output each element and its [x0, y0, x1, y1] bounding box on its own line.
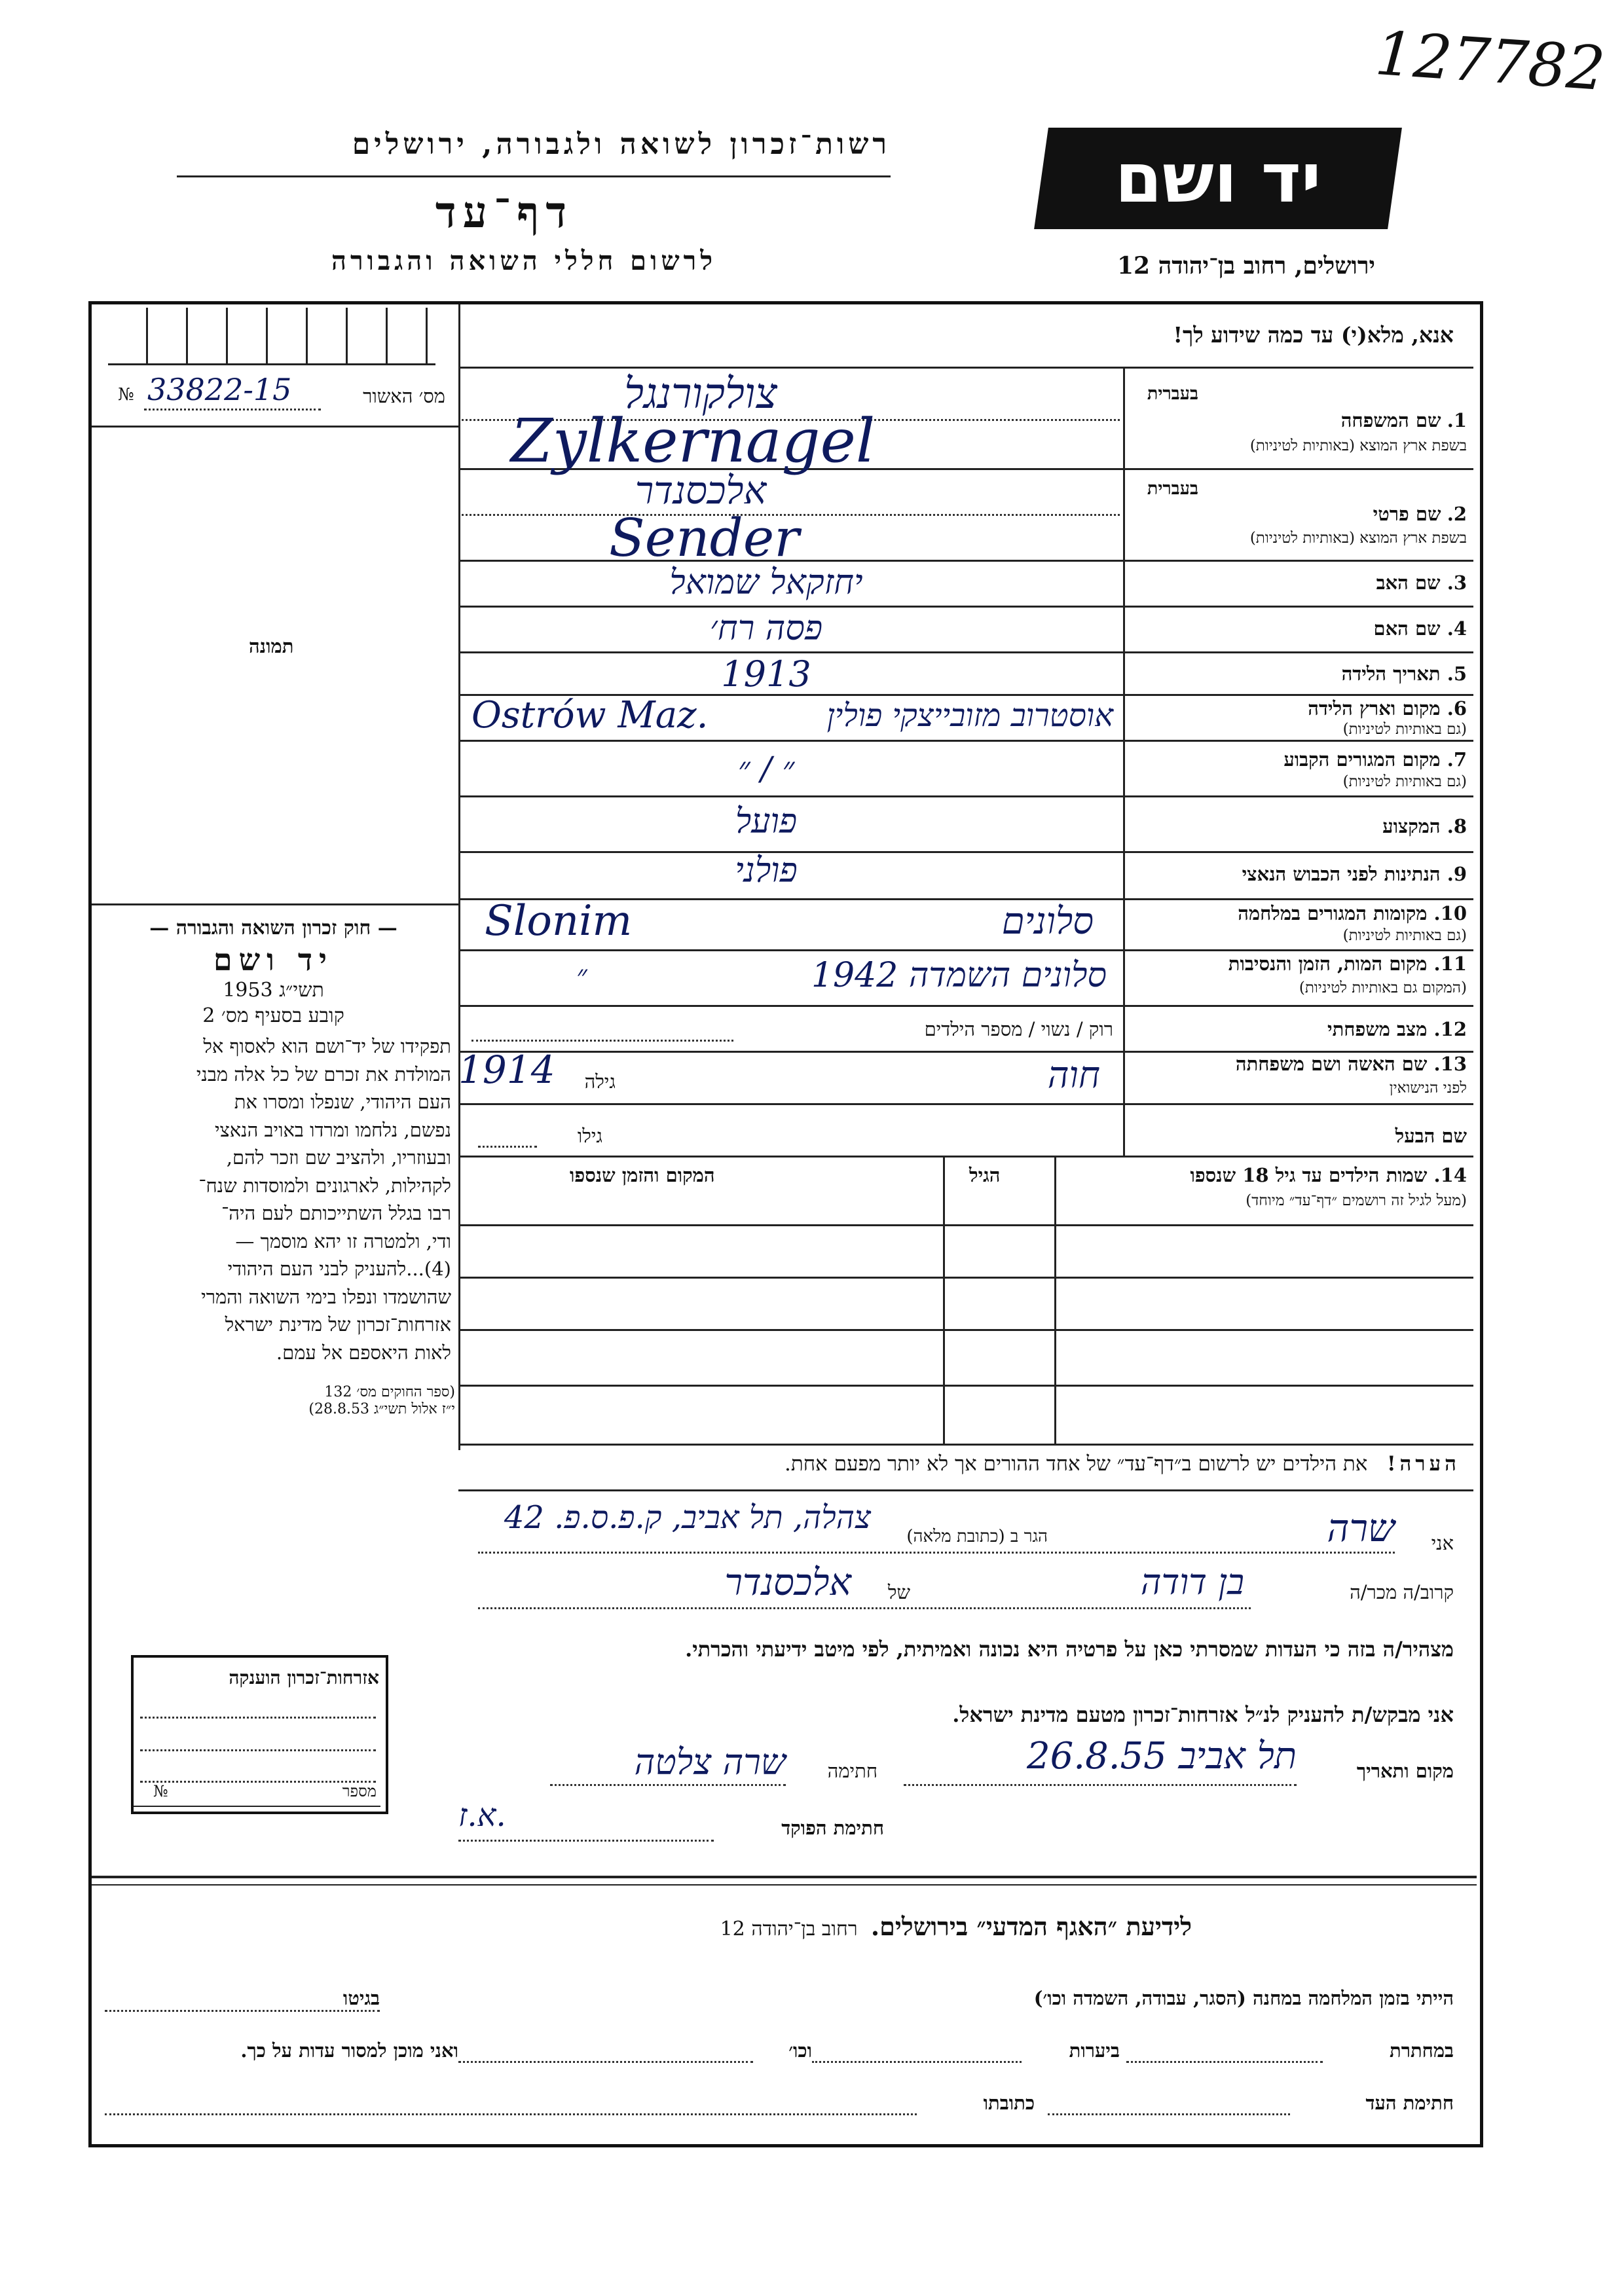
yad-vashem-logo: [1034, 128, 1402, 229]
declarant-address: צהלה, תל אביב, ק.פ.ס.פ. 42: [504, 1499, 871, 1536]
law-line: אזרחות־זכרון של מדינת ישראל: [225, 1313, 451, 1336]
signature-label: חתימה: [827, 1760, 877, 1782]
field-1-latin-value: Zylkernagel: [511, 406, 876, 476]
field-10-note: (גם באותיות לטיניות): [1342, 927, 1467, 944]
field-5-label: תאריך הלידה: [1341, 663, 1441, 685]
field-10-latin-value: Slonim: [485, 897, 633, 945]
citizenship-box: [131, 1655, 388, 1814]
field-11-note: (המקום גם באותיות לטיניות): [1299, 979, 1467, 996]
field-5-label-row: [1133, 663, 1467, 685]
field-13-age-value: 1914: [458, 1048, 555, 1092]
note-text: את הילדים יש לרשום ב״דף־עד״ של אחד ההורים אך לא יותר מפעם אחת.: [784, 1452, 1368, 1476]
field-8-label: המקצוע: [1382, 815, 1441, 837]
field-13-value: חוה: [1047, 1054, 1100, 1097]
form-subtitle: לרשום חללי השואה והגבורה: [331, 246, 717, 276]
field-10-label-row: [1133, 902, 1467, 924]
field-7-label: מקום המגורים הקבוע: [1283, 748, 1441, 771]
signature-value: שרה צלטה: [634, 1741, 786, 1783]
declaration-text: מצהיר/ה בזה כי העדות שמסרתי כאן על פרטיה היא נכונה ואמיתית, לפי מיטב ידיעתי והכרתי.: [685, 1637, 1454, 1662]
children-row-1: [458, 1277, 1473, 1279]
field-4-num: 4.: [1447, 617, 1467, 640]
field-10-value: סלונים: [1001, 900, 1094, 943]
field-8-label-row: [1133, 815, 1467, 837]
law-source-date: י״ז אלול תשי״ג 28.8.53): [308, 1401, 455, 1417]
approval-boxes: [108, 308, 435, 365]
approval-number: 33822-15: [147, 372, 292, 407]
field-1-hebrew-value: צולקורנגל: [624, 370, 777, 418]
field-13-age-label: גילה: [584, 1070, 616, 1093]
header-address: ירושלים, רחוב בן־יהודה 12: [1116, 252, 1375, 280]
approval-number-row: [111, 372, 445, 412]
children-label: שמות הילדים עד גיל 18 שנספו: [1190, 1164, 1428, 1186]
field-8-value: פועל: [735, 802, 798, 841]
field-5-num: 5.: [1447, 663, 1467, 685]
field-8-num: 8.: [1447, 815, 1467, 837]
tag-origin-2: בשפת ארץ המוצא (באותיות לטיניות): [1249, 530, 1467, 547]
field-1-label: שם המשפחה: [1340, 409, 1441, 431]
field-13-note: לפני הנישואין: [1389, 1080, 1467, 1097]
law-line: המולדת את זכרם של כל אלה מבני: [196, 1063, 451, 1085]
field-12-label: מצב משפחתי: [1327, 1018, 1428, 1040]
law-line: תפקידו של יד־ושם הוא לאסוף אל: [203, 1035, 451, 1057]
law-section: [92, 917, 455, 1417]
field-4-label-row: [1133, 617, 1467, 640]
field-10-num: 10.: [1433, 902, 1467, 924]
declarant-of-name: אלכסנדר: [724, 1561, 851, 1604]
field-4-label: שם האם: [1373, 617, 1441, 640]
form-title: דף־עד: [435, 187, 574, 238]
citizenship-no-prefix: №: [153, 1782, 168, 1800]
tag-hebrew-1: בעברית: [1147, 384, 1198, 404]
children-row-3: [458, 1385, 1473, 1387]
field-2-latin-value: Sender: [609, 507, 800, 568]
field-6-num: 6.: [1447, 697, 1467, 720]
field-11-num: 11.: [1433, 953, 1467, 975]
archive-number: 127782: [1373, 18, 1608, 105]
footer-address-label: כתובתו: [983, 2092, 1035, 2114]
declarant-name: שרה: [1327, 1506, 1395, 1550]
field-11-value: סלונים השמדה 1942: [811, 956, 1107, 995]
declarant-relation: בן דודה: [1140, 1561, 1244, 1603]
field-1-num: 1.: [1447, 409, 1467, 431]
law-line: שהושמדו ונפלו בימי השואה והמרי: [201, 1285, 451, 1308]
field-11-label: מקום המות, הזמן והנסיבות: [1228, 953, 1428, 975]
footer-title-row: [458, 1912, 1192, 1942]
field-6-latin-value: Ostrów Maz.: [471, 694, 709, 737]
footer-camp-line: הייתי בזמן המלחמה במחנה (הסגר, עבודה, השמדה וכו׳): [1033, 1987, 1454, 2009]
declarant-relative-label: קרוב/ה מכר/ה: [1350, 1581, 1454, 1603]
law-line: לאות היאספם אל עמם.: [276, 1341, 451, 1364]
footer-title: לידיעת ״האגף המדעי״ בירושלים.: [870, 1912, 1192, 1941]
tag-hebrew-2: בעברית: [1147, 479, 1198, 499]
place-date-value: תל אביב 26.8.55: [1027, 1735, 1297, 1777]
footer-underground-label: במחתרת: [1390, 2039, 1454, 2062]
note-row: [465, 1452, 1460, 1476]
footer-ghetto-label: בגיטו: [342, 1987, 380, 2009]
declarant-of-label: של: [887, 1581, 910, 1603]
declarant-resides-label: הגר ב (כתובת מלאה): [906, 1527, 1048, 1546]
field-7-note: (גם באותיות לטיניות): [1342, 773, 1467, 790]
field-12-options: רוק / נשוי / מספר הילדים: [924, 1018, 1113, 1040]
org-line: רשות־זכרון לשואה ולגבורה, ירושלים: [352, 128, 891, 161]
approval-label: מס׳ האשור: [363, 385, 445, 407]
field-13-label: שם האשה ושם משפחתה: [1235, 1053, 1428, 1075]
field-2-hebrew-value: אלכסנדר: [635, 468, 767, 513]
husband-age-label: גילו: [577, 1125, 602, 1147]
children-label-row: [1061, 1164, 1467, 1186]
children-col-age: הגיל: [969, 1164, 1001, 1186]
field-3-label: שם האב: [1376, 572, 1441, 594]
law-clause: קובע בסעיף מס׳ 2: [202, 1004, 344, 1027]
note-label: הערה!: [1386, 1452, 1460, 1476]
field-9-label-row: [1133, 863, 1467, 885]
field-2-label: שם פרטי: [1373, 503, 1441, 525]
field-12-label-row: [1133, 1018, 1467, 1040]
citizenship-number-label: מספר: [342, 1782, 377, 1800]
field-7-label-row: [1133, 748, 1467, 771]
field-9-num: 9.: [1447, 863, 1467, 885]
footer-forest-label: ביערות: [1069, 2039, 1120, 2062]
logo-text: יד ושם: [1115, 138, 1321, 218]
law-source: (ספר החוקים מס׳ 132: [324, 1384, 455, 1400]
children-row-2: [458, 1329, 1473, 1331]
field-7-value: ״ / ״: [737, 750, 795, 788]
law-lines: [92, 1032, 455, 1366]
field-2-label-row: [1133, 503, 1467, 525]
law-year: 1953: [223, 979, 273, 1002]
law-line: לקהילות, לארגונים ולמוסדות שנח־: [198, 1174, 451, 1197]
law-line: רבו בגלל השתייכותם לעם היה־: [221, 1202, 451, 1224]
law-line: העם היהודי, שנפלו ומסרו את: [234, 1091, 451, 1113]
citizenship-title: אזרחות־זכרון הוענקה: [229, 1667, 379, 1688]
footer-etc-label: וכו׳: [788, 2039, 812, 2062]
field-12-num: 12.: [1433, 1018, 1467, 1040]
officer-signature-label: חתימת הפוקד: [781, 1817, 884, 1839]
place-date-label: מקום ותאריך: [1356, 1760, 1454, 1782]
field-9-label: הנתינות לפני הכבוש הנאצי: [1242, 863, 1441, 885]
field-5-value: 1913: [721, 653, 811, 695]
instruction: אנא, מלא(י) עד כמה שידוע לך!: [1173, 322, 1454, 348]
law-line: ובעוזריו, ולהציב שם וזכר להם,: [226, 1146, 451, 1169]
field-13-num: 13.: [1433, 1053, 1467, 1075]
tag-origin-1: בשפת ארץ המוצא (באותיות לטיניות): [1249, 437, 1467, 454]
children-col-place: המקום והזמן שנספו: [570, 1164, 715, 1186]
field-6-label: מקום וארץ הלידה: [1308, 697, 1441, 720]
field-6-note: (גם באותיות לטיניות): [1342, 721, 1467, 738]
field-10-label: מקומות המגורים במלחמה: [1238, 902, 1428, 924]
field-1-label-row: [1133, 409, 1467, 431]
field-11-prefix: ״: [576, 959, 587, 993]
law-line: נפשם, נלחמו ומרדו באויב הנאצי: [214, 1118, 451, 1141]
officer-initials: א.ז.: [458, 1797, 506, 1834]
field-3-value: יחזקאל שמואל: [669, 563, 863, 602]
husband-label: שם הבעל: [1395, 1125, 1467, 1147]
field-11-label-row: [1133, 953, 1467, 975]
field-13-label-row: [1133, 1053, 1467, 1075]
law-name: יד ושם: [213, 942, 334, 977]
declarant-i-label: אני: [1431, 1532, 1454, 1554]
children-note: (מעל לגיל זה רושמים ״דף־עד״ מיוחד): [1246, 1192, 1467, 1209]
law-year-hebrew: תשי״ג: [279, 979, 324, 1002]
approval-no-prefix: №: [118, 385, 134, 405]
field-2-num: 2.: [1447, 503, 1467, 525]
footer-ready-text: ואני מוכן למסור עדות על כך.: [240, 2039, 458, 2062]
request-text: אני מבקש/ת להעניק לנ״ל אזרחות־זכרון מטעם מדינת ישראל.: [952, 1702, 1454, 1727]
field-6-label-row: [1133, 697, 1467, 720]
field-9-value: פולני: [735, 851, 798, 890]
footer-witness-sig-label: חתימת העד: [1365, 2092, 1454, 2114]
field-4-value: פסה רח׳: [709, 609, 823, 648]
photo-label: תמונה: [249, 635, 294, 657]
field-6-value: אוסטרוב מזובייצקי פולין: [826, 697, 1113, 734]
field-3-num: 3.: [1447, 572, 1467, 594]
field-3-label-row: [1133, 572, 1467, 594]
law-title: — חוק זכרון השואה והגבורה —: [149, 917, 397, 939]
children-num: 14.: [1433, 1164, 1467, 1186]
footer-address: רחוב בן־יהודה 12: [720, 1918, 858, 1941]
law-line: ודי, ולמטרה זו יהא מוסמך —: [235, 1230, 451, 1252]
field-7-num: 7.: [1447, 748, 1467, 771]
law-line: (4)...להעניק לבני העם היהודי: [227, 1258, 451, 1280]
